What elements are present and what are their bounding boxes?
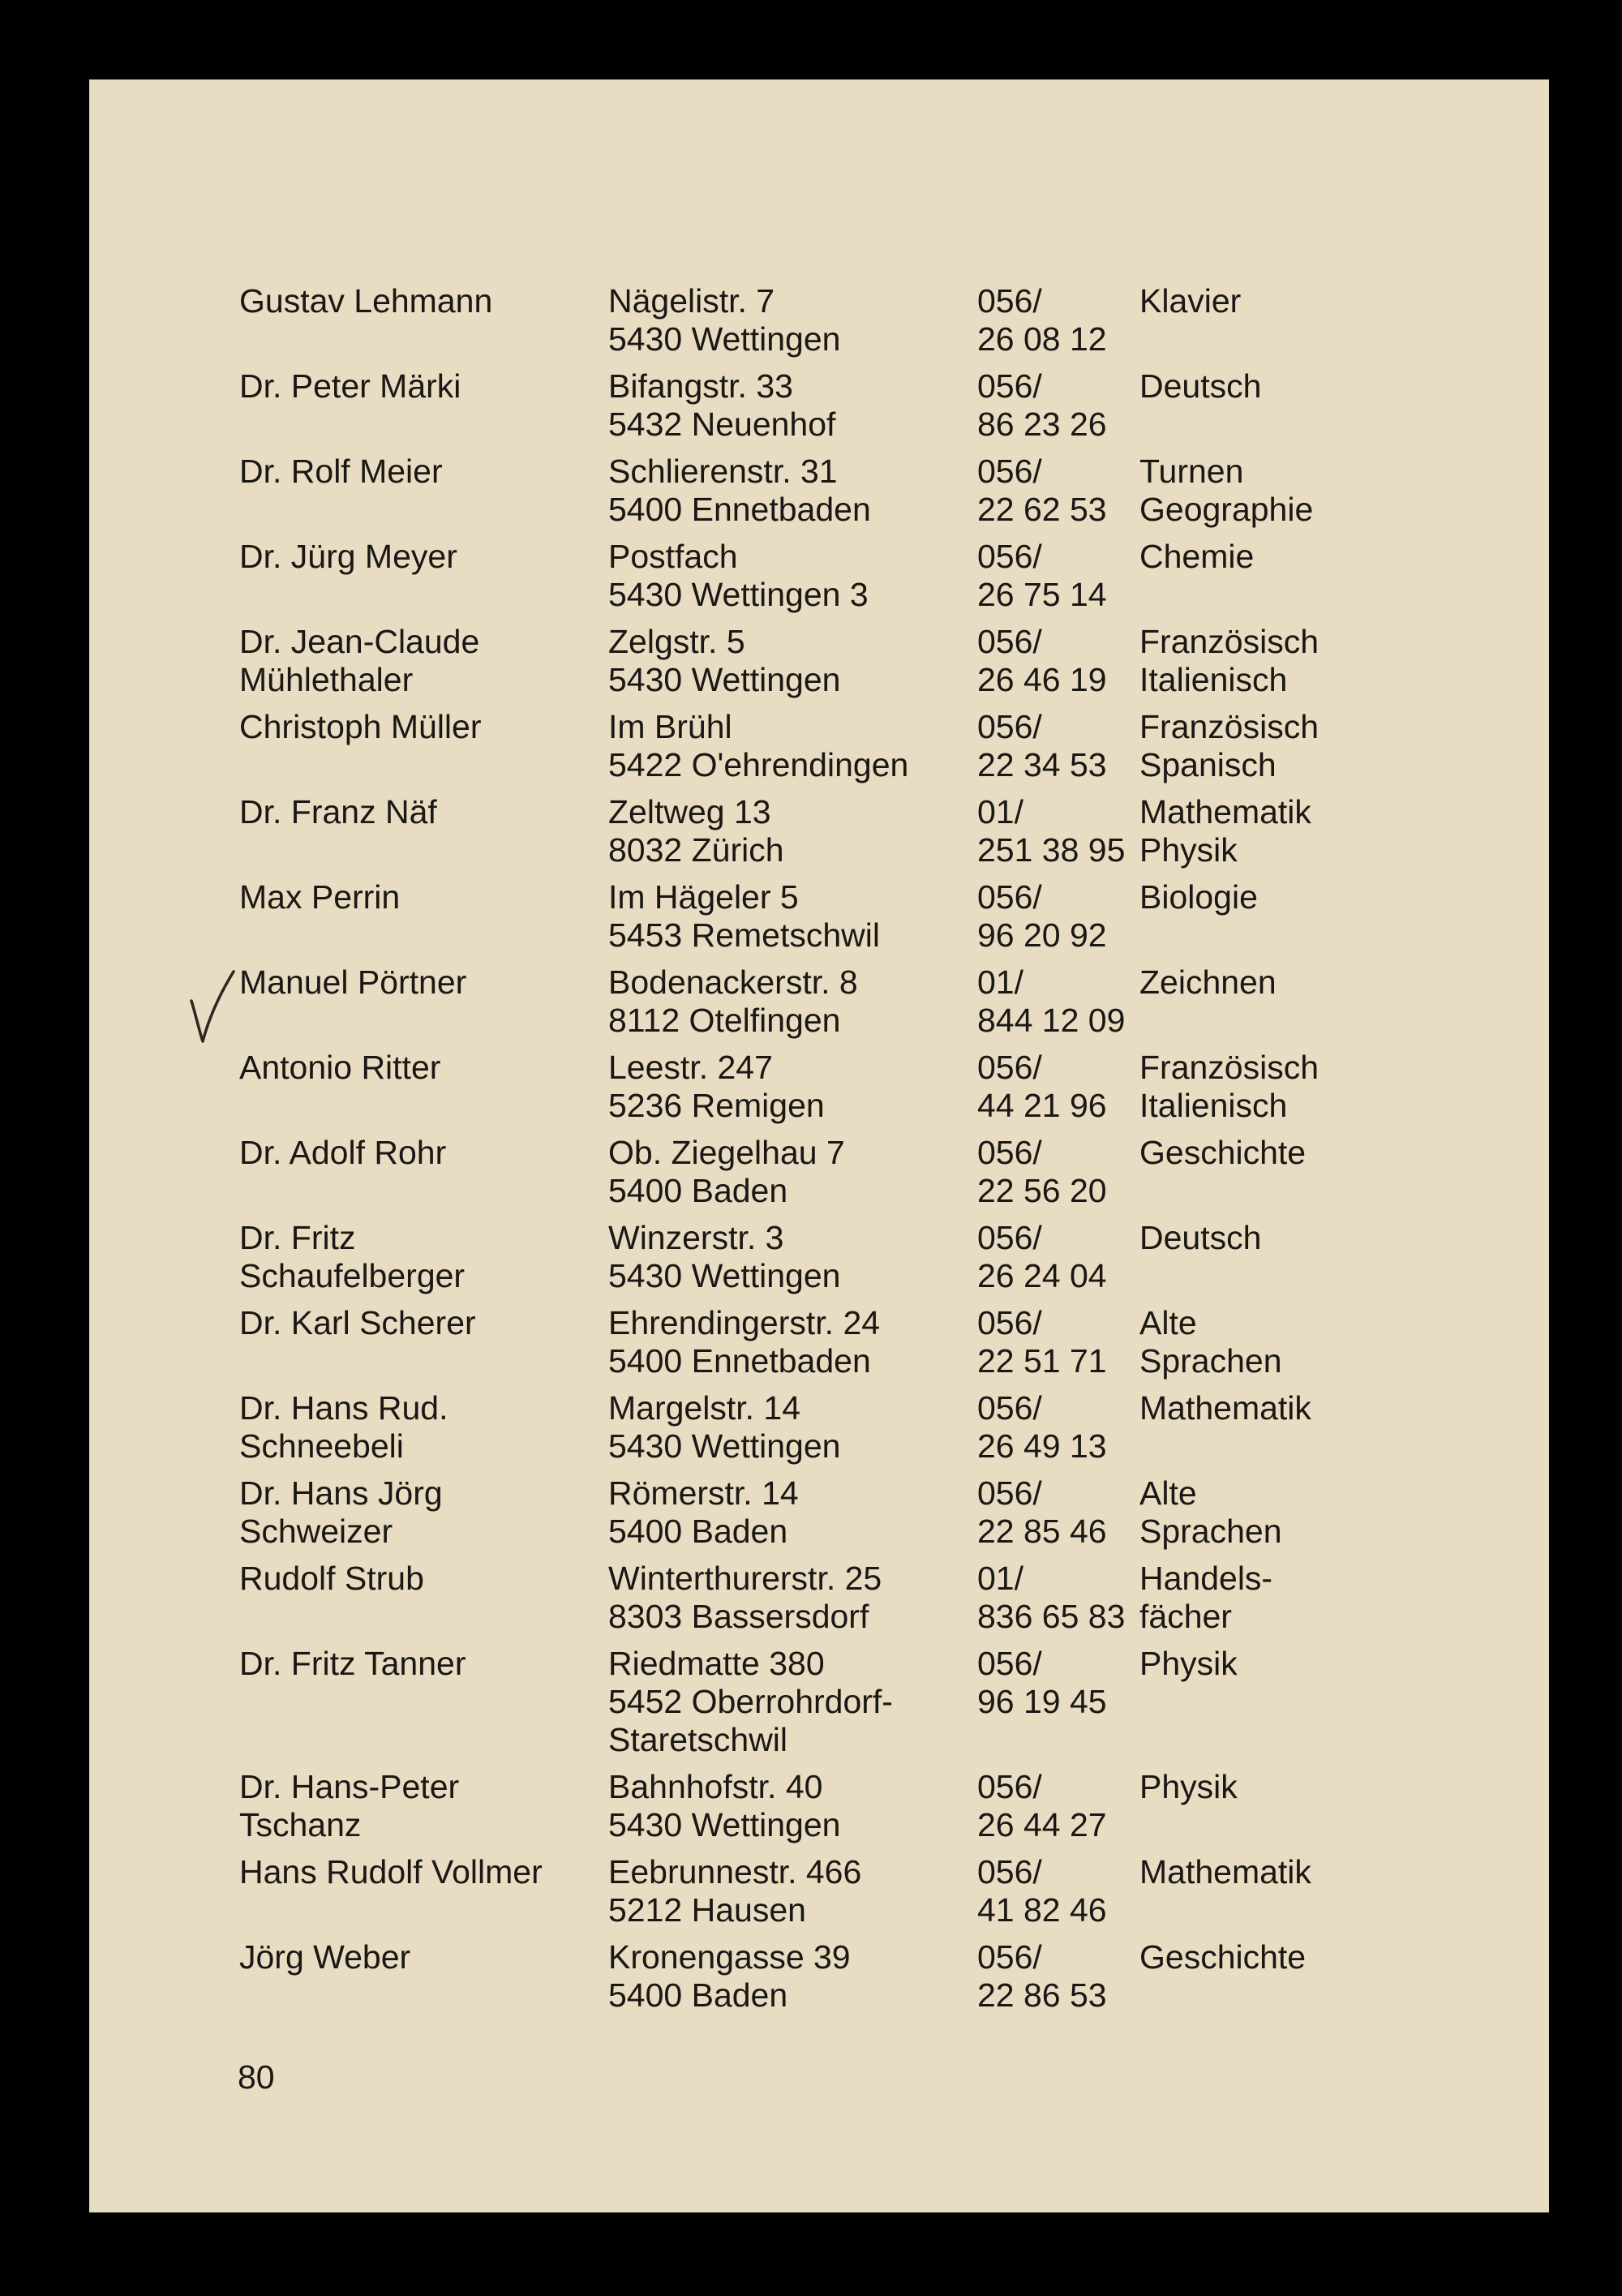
teacher-name-cell: [239, 1304, 608, 1380]
directory-entry: [239, 1389, 1504, 1466]
phone-number-line: 056/: [977, 1219, 1042, 1256]
address-line: 5400 Baden: [608, 1172, 788, 1209]
teacher-name-cell: [239, 1938, 608, 2015]
phone-number-line: 26 08 12: [977, 320, 1107, 358]
teacher-name-cell: [239, 1219, 608, 1295]
address-cell: [608, 453, 977, 529]
address-line: 5212 Hausen: [608, 1891, 806, 1929]
address-line: Winterthurerstr. 25: [608, 1560, 882, 1597]
directory-entry: [239, 793, 1504, 869]
teacher-name-line: Hans Rudolf Vollmer: [239, 1853, 543, 1890]
phone-number-cell: [977, 793, 1139, 869]
subject-cell: [1139, 1134, 1504, 1210]
teacher-name-cell: [239, 1768, 608, 1844]
phone-number-line: 056/: [977, 367, 1042, 405]
address-cell: [608, 1134, 977, 1210]
subject-line: Französisch: [1139, 708, 1319, 745]
teacher-name-line: Dr. Karl Scherer: [239, 1304, 476, 1341]
teacher-name-line: Antonio Ritter: [239, 1049, 441, 1086]
subject-cell: [1139, 708, 1504, 784]
teacher-name-line: Dr. Franz Näf: [239, 793, 437, 830]
address-cell: [608, 623, 977, 699]
subject-line: fächer: [1139, 1598, 1232, 1635]
teacher-name-line: Dr. Jürg Meyer: [239, 538, 457, 575]
address-cell: [608, 878, 977, 955]
address-cell: [608, 1474, 977, 1551]
address-cell: [608, 1049, 977, 1125]
phone-number-line: 056/: [977, 1134, 1042, 1171]
subject-cell: [1139, 1645, 1504, 1759]
subject-line: Französisch: [1139, 1049, 1319, 1086]
address-line: 5400 Baden: [608, 1976, 788, 2014]
address-line: 8112 Otelfingen: [608, 1002, 841, 1039]
subject-line: Deutsch: [1139, 367, 1262, 405]
address-line: Ehrendingerstr. 24: [608, 1304, 881, 1341]
directory-entry: [239, 1474, 1504, 1551]
teacher-name-line: Christoph Müller: [239, 708, 482, 745]
subject-cell: [1139, 963, 1504, 1040]
subject-cell: [1139, 453, 1504, 529]
subject-line: Italienisch: [1139, 661, 1288, 698]
teacher-name-cell: [239, 1474, 608, 1551]
address-line: 5430 Wettingen: [608, 1257, 841, 1294]
teacher-name-cell: [239, 623, 608, 699]
subject-line: Klavier: [1139, 282, 1242, 320]
address-line: 5400 Ennetbaden: [608, 1342, 871, 1380]
subject-cell: [1139, 623, 1504, 699]
subject-line: Spanisch: [1139, 746, 1277, 783]
phone-number-cell: [977, 963, 1139, 1040]
teacher-name-cell: [239, 793, 608, 869]
subject-line: Physik: [1139, 1645, 1238, 1682]
teacher-name-line: Gustav Lehmann: [239, 282, 493, 320]
directory-entry: [239, 1645, 1504, 1759]
address-line: Leestr. 247: [608, 1049, 773, 1086]
subject-line: Sprachen: [1139, 1342, 1282, 1380]
subject-cell: [1139, 1049, 1504, 1125]
address-line: Im Brühl: [608, 708, 732, 745]
teacher-name-cell: [239, 1560, 608, 1636]
phone-number-line: 01/: [977, 793, 1023, 830]
subject-cell: [1139, 793, 1504, 869]
address-cell: [608, 1645, 977, 1759]
address-line: 5422 O'ehrendingen: [608, 746, 909, 783]
subject-line: Alte: [1139, 1474, 1197, 1512]
teacher-name-line: Dr. Rolf Meier: [239, 453, 443, 490]
teacher-name-line: Schneebeli: [239, 1427, 404, 1465]
phone-number-line: 056/: [977, 1768, 1042, 1805]
subject-line: Zeichnen: [1139, 963, 1277, 1001]
subject-line: Italienisch: [1139, 1087, 1288, 1124]
phone-number-line: 056/: [977, 1474, 1042, 1512]
address-line: 5400 Baden: [608, 1513, 788, 1550]
phone-number-line: 056/: [977, 1389, 1042, 1427]
address-line: Nägelistr. 7: [608, 282, 775, 320]
teacher-name-cell: [239, 1853, 608, 1929]
teacher-name-cell: [239, 282, 608, 358]
directory-entry: [239, 1938, 1504, 2015]
phone-number-line: 056/: [977, 282, 1042, 320]
directory-entry: [239, 708, 1504, 784]
teacher-name-line: Manuel Pörtner: [239, 963, 467, 1001]
address-line: Margelstr. 14: [608, 1389, 800, 1427]
teacher-name-line: Max Perrin: [239, 878, 401, 916]
phone-number-cell: [977, 538, 1139, 614]
teacher-name-line: Jörg Weber: [239, 1938, 411, 1976]
directory-entry: [239, 1304, 1504, 1380]
directory-entry: [239, 282, 1504, 358]
subject-line: Biologie: [1139, 878, 1258, 916]
directory-entry: [239, 1219, 1504, 1295]
phone-number-line: 056/: [977, 453, 1042, 490]
address-line: 5430 Wettingen: [608, 661, 841, 698]
subject-line: Physik: [1139, 1768, 1238, 1805]
directory-entry: [239, 623, 1504, 699]
address-line: 5430 Wettingen: [608, 1427, 841, 1465]
subject-cell: [1139, 878, 1504, 955]
document-page: [89, 79, 1549, 2212]
address-line: 5452 Oberrohrdorf-: [608, 1683, 893, 1720]
directory-entry: [239, 963, 1504, 1040]
address-line: 5430 Wettingen: [608, 320, 841, 358]
subject-cell: [1139, 1768, 1504, 1844]
phone-number-line: 056/: [977, 1304, 1042, 1341]
subject-line: Sprachen: [1139, 1513, 1282, 1550]
phone-number-line: 056/: [977, 538, 1042, 575]
teacher-name-cell: [239, 453, 608, 529]
address-line: Staretschwil: [608, 1721, 788, 1758]
subject-cell: [1139, 1853, 1504, 1929]
teacher-name-cell: [239, 1134, 608, 1210]
phone-number-line: 22 86 53: [977, 1976, 1107, 2014]
subject-line: Chemie: [1139, 538, 1255, 575]
subject-line: Handels-: [1139, 1560, 1273, 1597]
teacher-name-line: Schaufelberger: [239, 1257, 466, 1294]
phone-number-cell: [977, 1938, 1139, 2015]
phone-number-cell: [977, 1219, 1139, 1295]
phone-number-line: 251 38 95: [977, 831, 1126, 869]
teacher-name-cell: [239, 1049, 608, 1125]
address-line: 5400 Ennetbaden: [608, 491, 871, 528]
phone-number-cell: [977, 623, 1139, 699]
phone-number-cell: [977, 878, 1139, 955]
address-line: 5430 Wettingen 3: [608, 576, 869, 613]
phone-number-line: 056/: [977, 708, 1042, 745]
teacher-name-line: Dr. Fritz Tanner: [239, 1645, 466, 1682]
address-line: 8032 Zürich: [608, 831, 784, 869]
teacher-name-line: Mühlethaler: [239, 661, 414, 698]
subject-cell: [1139, 1389, 1504, 1466]
phone-number-cell: [977, 1768, 1139, 1844]
subject-line: Geschichte: [1139, 1134, 1307, 1171]
phone-number-cell: [977, 708, 1139, 784]
subject-line: Alte: [1139, 1304, 1197, 1341]
phone-number-line: 26 46 19: [977, 661, 1107, 698]
phone-number-line: 836 65 83: [977, 1598, 1126, 1635]
phone-number-cell: [977, 1134, 1139, 1210]
phone-number-line: 056/: [977, 878, 1042, 916]
address-cell: [608, 1219, 977, 1295]
phone-number-line: 26 49 13: [977, 1427, 1107, 1465]
address-cell: [608, 793, 977, 869]
subject-cell: [1139, 367, 1504, 444]
subject-cell: [1139, 1219, 1504, 1295]
address-cell: [608, 282, 977, 358]
address-cell: [608, 1304, 977, 1380]
phone-number-line: 056/: [977, 1853, 1042, 1890]
address-cell: [608, 1938, 977, 2015]
address-line: Ob. Ziegelhau 7: [608, 1134, 845, 1171]
phone-number-cell: [977, 1853, 1139, 1929]
directory-entry: [239, 878, 1504, 955]
teacher-name-line: Rudolf Strub: [239, 1560, 424, 1597]
address-line: Bahnhofstr. 40: [608, 1768, 823, 1805]
address-cell: [608, 1853, 977, 1929]
address-line: Im Hägeler 5: [608, 878, 799, 916]
address-line: Römerstr. 14: [608, 1474, 799, 1512]
phone-number-line: 22 56 20: [977, 1172, 1107, 1209]
subject-line: Mathematik: [1139, 1389, 1311, 1427]
phone-number-cell: [977, 367, 1139, 444]
phone-number-line: 056/: [977, 1938, 1042, 1976]
directory-entry: [239, 1049, 1504, 1125]
directory-entry: [239, 1560, 1504, 1636]
address-cell: [608, 708, 977, 784]
teacher-name-line: Dr. Hans-Peter: [239, 1768, 460, 1805]
phone-number-line: 26 24 04: [977, 1257, 1107, 1294]
directory-entry: [239, 1768, 1504, 1844]
address-line: Bifangstr. 33: [608, 367, 793, 405]
phone-number-cell: [977, 1389, 1139, 1466]
teacher-name-line: Schweizer: [239, 1513, 393, 1550]
phone-number-cell: [977, 453, 1139, 529]
teacher-name-cell: [239, 1645, 608, 1759]
phone-number-line: 41 82 46: [977, 1891, 1107, 1929]
phone-number-line: 844 12 09: [977, 1002, 1126, 1039]
address-line: Postfach: [608, 538, 738, 575]
address-cell: [608, 367, 977, 444]
subject-line: Geographie: [1139, 491, 1314, 528]
address-line: 5432 Neuenhof: [608, 406, 836, 443]
phone-number-line: 056/: [977, 623, 1042, 660]
directory-entry: [239, 538, 1504, 614]
phone-number-line: 96 19 45: [977, 1683, 1107, 1720]
teacher-name-cell: [239, 1389, 608, 1466]
subject-cell: [1139, 538, 1504, 614]
phone-number-line: 22 51 71: [977, 1342, 1107, 1380]
phone-number-line: 26 44 27: [977, 1806, 1107, 1843]
address-cell: [608, 1389, 977, 1466]
subject-line: Physik: [1139, 831, 1238, 869]
phone-number-line: 96 20 92: [977, 916, 1107, 954]
phone-number-cell: [977, 282, 1139, 358]
subject-line: Turnen: [1139, 453, 1244, 490]
teacher-name-cell: [239, 878, 608, 955]
address-line: Zeltweg 13: [608, 793, 771, 830]
teacher-name-line: Dr. Jean-Claude: [239, 623, 480, 660]
subject-line: Mathematik: [1139, 793, 1311, 830]
teacher-name-line: Dr. Peter Märki: [239, 367, 461, 405]
handwritten-checkmark-icon: [188, 968, 237, 1045]
directory-entry: [239, 1853, 1504, 1929]
subject-cell: [1139, 1938, 1504, 2015]
teacher-name-cell: [239, 367, 608, 444]
phone-number-line: 22 34 53: [977, 746, 1107, 783]
address-line: Winzerstr. 3: [608, 1219, 784, 1256]
phone-number-line: 01/: [977, 963, 1023, 1001]
teacher-name-cell: [239, 538, 608, 614]
directory-entry: [239, 367, 1504, 444]
phone-number-line: 86 23 26: [977, 406, 1107, 443]
address-line: Kronengasse 39: [608, 1938, 851, 1976]
phone-number-cell: [977, 1645, 1139, 1759]
phone-number-line: 44 21 96: [977, 1087, 1107, 1124]
teacher-name-line: Dr. Hans Rud.: [239, 1389, 448, 1427]
subject-line: Geschichte: [1139, 1938, 1307, 1976]
address-line: Zelgstr. 5: [608, 623, 745, 660]
address-cell: [608, 1768, 977, 1844]
phone-number-cell: [977, 1474, 1139, 1551]
subject-line: Mathematik: [1139, 1853, 1311, 1890]
page-number: 80: [238, 2058, 275, 2096]
address-line: Schlierenstr. 31: [608, 453, 838, 490]
address-line: 5236 Remigen: [608, 1087, 825, 1124]
directory-list: [239, 282, 1504, 2023]
address-cell: [608, 1560, 977, 1636]
teacher-name-cell: [239, 708, 608, 784]
address-line: 5453 Remetschwil: [608, 916, 880, 954]
phone-number-line: 01/: [977, 1560, 1023, 1597]
subject-line: Deutsch: [1139, 1219, 1262, 1256]
teacher-name-line: Dr. Adolf Rohr: [239, 1134, 447, 1171]
directory-entry: [239, 453, 1504, 529]
address-line: Riedmatte 380: [608, 1645, 825, 1682]
phone-number-cell: [977, 1049, 1139, 1125]
phone-number-line: 26 75 14: [977, 576, 1107, 613]
teacher-name-cell: [239, 963, 608, 1040]
subject-cell: [1139, 282, 1504, 358]
teacher-name-line: Tschanz: [239, 1806, 362, 1843]
teacher-name-line: Dr. Hans Jörg: [239, 1474, 443, 1512]
address-cell: [608, 538, 977, 614]
phone-number-cell: [977, 1304, 1139, 1380]
phone-number-line: 056/: [977, 1049, 1042, 1086]
phone-number-cell: [977, 1560, 1139, 1636]
address-line: 5430 Wettingen: [608, 1806, 841, 1843]
address-line: 8303 Bassersdorf: [608, 1598, 869, 1635]
directory-entry: [239, 1134, 1504, 1210]
subject-cell: [1139, 1304, 1504, 1380]
phone-number-line: 056/: [977, 1645, 1042, 1682]
phone-number-line: 22 62 53: [977, 491, 1107, 528]
subject-cell: [1139, 1560, 1504, 1636]
subject-line: Französisch: [1139, 623, 1319, 660]
teacher-name-line: Dr. Fritz: [239, 1219, 356, 1256]
address-line: Bodenackerstr. 8: [608, 963, 858, 1001]
address-line: Eebrunnestr. 466: [608, 1853, 862, 1890]
address-cell: [608, 963, 977, 1040]
phone-number-line: 22 85 46: [977, 1513, 1107, 1550]
subject-cell: [1139, 1474, 1504, 1551]
